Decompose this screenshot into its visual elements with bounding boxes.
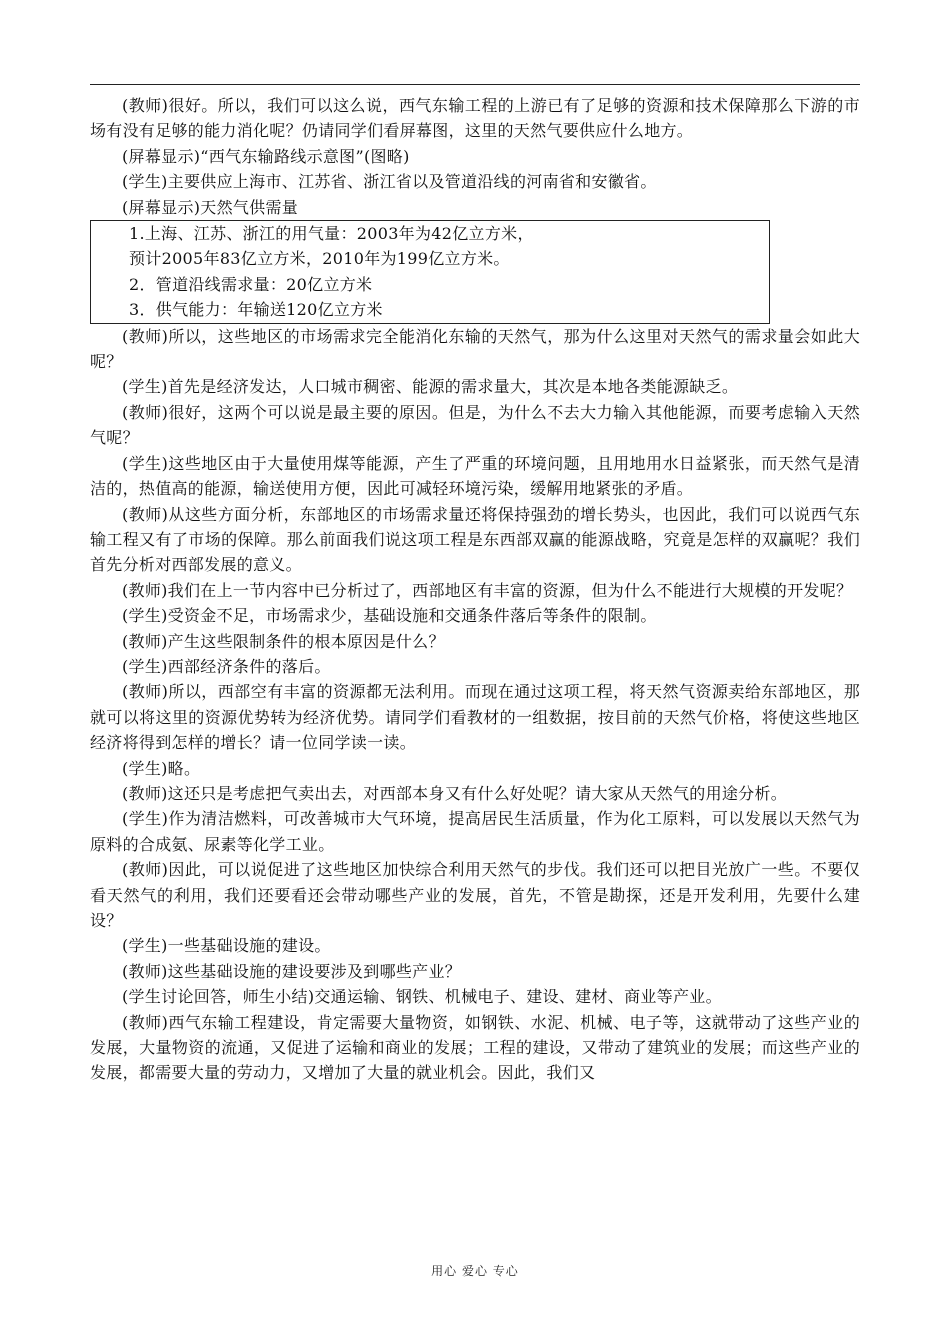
paragraph: (学生)受资金不足，市场需求少，基础设施和交通条件落后等条件的限制。 <box>122 606 657 626</box>
box-line: 1.上海、江苏、浙江的用气量：2003年为42亿立方米， <box>129 224 534 244</box>
paragraph: (教师)这还只是考虑把气卖出去，对西部本身又有什么好处呢？请大家从天然气的用途分析。 <box>122 783 788 803</box>
paragraph: (教师)因此，可以说促进了这些地区加快综合利用天然气的步伐。我们还可以把目光放广一些。不要仅看天然气的利用，我们还要看还会带动哪些产业的发展，首先，不管是勘探，还是开发利用，先要什么建设？ <box>90 860 860 930</box>
paragraph: (屏幕显示)“西气东输路线示意图”(图略) <box>122 146 410 166</box>
paragraph: (教师)我们在上一节内容中已分析过了，西部地区有丰富的资源，但为什么不能进行大规模的开发呢？ <box>122 580 853 600</box>
paragraph: (学生)这些地区由于大量使用煤等能源，产生了严重的环境问题，且用地用水日益紧张，而天然气是清洁的，热值高的能源，输送使用方便，因此可减轻环境污染，缓解用地紧张的矛盾。 <box>90 453 860 499</box>
paragraph: (学生)首先是经济发达，人口城市稠密、能源的需求量大，其次是本地各类能源缺乏。 <box>122 377 739 397</box>
paragraph: (教师)这些基础设施的建设要涉及到哪些产业？ <box>122 961 462 981</box>
header-rule <box>90 84 860 85</box>
box-line: 2．管道沿线需求量：20亿立方米 <box>129 274 373 294</box>
paragraph: (学生)略。 <box>122 758 201 778</box>
paragraph: (学生)作为清洁燃料，可改善城市大气环境，提高居民生活质量，作为化工原料，可以发展以天然气为原料的合成氨、尿素等化学工业。 <box>90 809 860 854</box>
paragraph: (教师)西气东输工程建设，肯定需要大量物资，如钢铁、水泥、机械、电子等，这就带动了这些产业的发展，大量物资的流通，又促进了运输和商业的发展；工程的建设，又带动了建筑业的发展；而这些产业的发展，都需要大量的劳动力，又增加了大量的就业机会。因此，我们又 <box>90 1012 860 1083</box>
paragraph: (学生)一些基础设施的建设。 <box>122 936 331 956</box>
page-footer: 用心 爱心 专心 <box>431 1264 519 1278</box>
document-body <box>90 93 860 1086</box>
paragraph: (学生)西部经济条件的落后。 <box>122 656 331 676</box>
paragraph: (教师)从这些方面分析，东部地区的市场需求量还将保持强劲的增长势头，也因此，我们可以说西气东输工程又有了市场的保障。那么前面我们说这项工程是东西部双赢的能源战略，究竟是怎样的双赢呢？我们首先分析对西部发展的意义。 <box>90 504 860 575</box>
paragraph: (教师)所以，西部空有丰富的资源都无法利用。而现在通过这项工程，将天然气资源卖给东部地区，那就可以将这里的资源优势转为经济优势。请同学们看教材的一组数据，按目前的天然气价格，将使这些地区经济将得到怎样的增长？请一位同学读一读。 <box>90 682 860 753</box>
paragraph: (学生)主要供应上海市、江苏省、浙江省以及管道沿线的河南省和安徽省。 <box>122 172 657 192</box>
supply-demand-box <box>90 220 770 324</box>
box-line: 3．供气能力：年输送120亿立方米 <box>129 300 383 320</box>
paragraph: (屏幕显示)天然气供需量 <box>122 197 299 217</box>
paragraph: (教师)很好，这两个可以说是最主要的原因。但是，为什么不去大力输入其他能源，而要考虑输入天然气呢？ <box>90 402 860 448</box>
paragraph: (教师)很好。所以，我们可以这么说，西气东输工程的上游已有了足够的资源和技术保障那么下游的市场有没有足够的能力消化呢？仍请同学们看屏幕图，这里的天然气要供应什么地方。 <box>90 96 860 141</box>
paragraph: (学生讨论回答，师生小结)交通运输、钢铁、机械电子、建设、建材、商业等产业。 <box>122 987 722 1007</box>
box-line: 预计2005年83亿立方米，2010年为199亿立方米。 <box>129 249 510 269</box>
paragraph: (教师)产生这些限制条件的根本原因是什么？ <box>122 631 445 651</box>
paragraph: (教师)所以，这些地区的市场需求完全能消化东输的天然气，那为什么这里对天然气的需求量会如此大呢？ <box>90 326 860 372</box>
